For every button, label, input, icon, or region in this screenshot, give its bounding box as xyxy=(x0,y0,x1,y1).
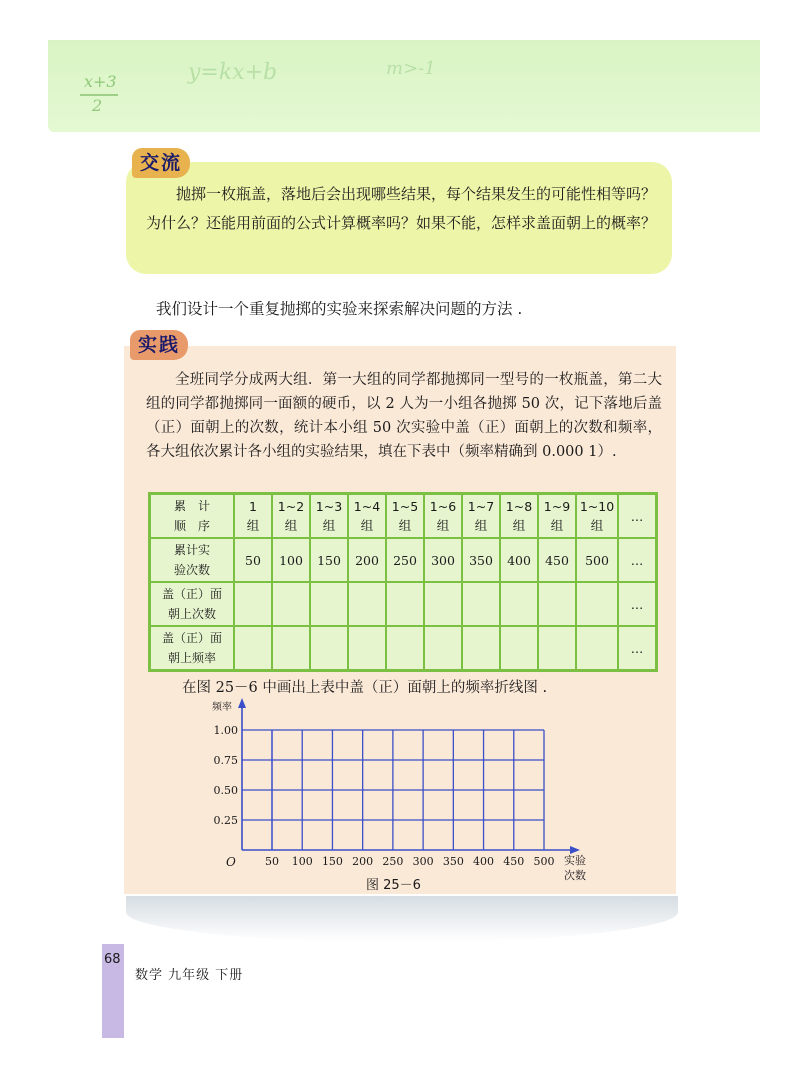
table-ellipsis: … xyxy=(618,494,657,539)
order-top: 1~10 xyxy=(579,499,615,514)
header-formula-inequality: m>-1 xyxy=(386,58,436,79)
table-cell-empty[interactable] xyxy=(538,582,576,626)
order-bottom: 组 xyxy=(512,518,526,533)
intro-text: 我们设计一个重复抛掷的实验来探索解决问题的方法 . xyxy=(156,300,523,318)
table-row-head-line1: 盖（正）面 xyxy=(161,631,222,645)
table-ellipsis: … xyxy=(618,582,657,626)
order-top: 1~3 xyxy=(315,499,343,514)
order-top: 1~4 xyxy=(353,499,381,514)
y-axis-label: 频率 xyxy=(212,702,232,713)
x-tick-label: 250 xyxy=(382,855,404,868)
x-tick-label: 150 xyxy=(321,855,343,868)
table-cell-empty[interactable] xyxy=(310,582,348,626)
y-tick-label: 0.25 xyxy=(213,814,238,827)
x-axis-label-line1: 实验 xyxy=(564,854,586,867)
order-bottom: 组 xyxy=(398,518,412,533)
table-ellipsis: … xyxy=(618,538,657,582)
table-row-head-line2: 朝上频率 xyxy=(167,651,216,665)
table-row-head-line2: 验次数 xyxy=(173,563,210,577)
table-cell-empty[interactable] xyxy=(538,626,576,671)
table-cell-empty[interactable] xyxy=(500,626,538,671)
table-cell: 450 xyxy=(538,538,576,582)
table-cell-empty[interactable] xyxy=(310,626,348,671)
order-bottom: 组 xyxy=(550,518,564,533)
order-top: 1 xyxy=(249,499,257,514)
table-cell-empty[interactable] xyxy=(386,582,424,626)
page-shadow xyxy=(126,896,678,942)
frequency-chart xyxy=(180,696,600,892)
table-cell-empty[interactable] xyxy=(348,626,386,671)
order-bottom: 组 xyxy=(474,518,488,533)
practice-text: 全班同学分成两大组．第一大组的同学都抛掷同一型号的一枚瓶盖，第二大组的同学都抛掷同一面额的硬币，以 2 人为一小组各抛掷 50 次，记下落地后盖（正）面朝上的次数，统计本小组 50 次实验中盖（正）面朝上的次数和频率，各大组依次累计各小组的实验结果，填在下表中（频率精确到 0.000 1）. xyxy=(146,372,662,460)
table-cell-empty[interactable] xyxy=(272,582,310,626)
x-axis-arrow xyxy=(570,846,580,854)
order-bottom: 组 xyxy=(436,518,450,533)
table-cell-empty[interactable] xyxy=(462,626,500,671)
header-formula-linear: y=kx+b xyxy=(188,60,278,85)
order-bottom: 组 xyxy=(360,518,374,533)
chart-instruction: 在图 25－6 中画出上表中盖（正）面朝上的频率折线图 . xyxy=(182,680,548,696)
table-cell: 200 xyxy=(348,538,386,582)
table-cell xyxy=(348,494,386,539)
table-cell-empty[interactable] xyxy=(386,626,424,671)
header-band xyxy=(48,40,760,132)
order-top: 1~5 xyxy=(391,499,419,514)
x-tick-label: 200 xyxy=(352,855,374,868)
table-cell-empty[interactable] xyxy=(234,626,272,671)
exchange-badge: 交流 xyxy=(132,148,190,178)
y-tick-label: 1.00 xyxy=(213,724,238,737)
order-bottom: 组 xyxy=(246,518,260,533)
table-cell xyxy=(272,494,310,539)
table-cell-empty[interactable] xyxy=(234,582,272,626)
table-row-heads-frequency xyxy=(150,626,657,671)
y-tick-label: 0.50 xyxy=(213,784,238,797)
y-tick-label: 0.75 xyxy=(213,754,238,767)
table-cell xyxy=(462,494,500,539)
table-row-head xyxy=(150,494,235,539)
table-row-head xyxy=(150,538,235,582)
page-number: 68 xyxy=(104,952,121,967)
table-row-order xyxy=(150,494,657,539)
x-tick-label: 500 xyxy=(533,855,555,868)
table-cell xyxy=(538,494,576,539)
table-row-head-line1: 累计实 xyxy=(173,543,210,557)
table-cell xyxy=(234,494,272,539)
x-axis-label-line2: 次数 xyxy=(564,869,586,882)
table-cell xyxy=(500,494,538,539)
order-top: 1~9 xyxy=(543,499,571,514)
table-cell-empty[interactable] xyxy=(576,582,618,626)
order-top: 1~2 xyxy=(277,499,305,514)
table-cell: 100 xyxy=(272,538,310,582)
table-row-head xyxy=(150,582,235,626)
table-row-head-line1: 盖（正）面 xyxy=(161,587,222,601)
order-bottom: 组 xyxy=(322,518,336,533)
order-top: 1~7 xyxy=(467,499,495,514)
book-title: 数学 九年级 下册 xyxy=(135,968,244,983)
x-tick-label: 400 xyxy=(473,855,495,868)
table-cell: 50 xyxy=(234,538,272,582)
header-formula-fraction-top: x+3 xyxy=(84,72,117,91)
table-cell xyxy=(424,494,462,539)
table-cell-empty[interactable] xyxy=(500,582,538,626)
table-cell-empty[interactable] xyxy=(424,626,462,671)
order-bottom: 组 xyxy=(284,518,298,533)
table-cell: 250 xyxy=(386,538,424,582)
table-cell-empty[interactable] xyxy=(348,582,386,626)
table-row-head-line2: 顺 序 xyxy=(173,519,210,533)
order-bottom: 组 xyxy=(590,518,604,533)
table-ellipsis: … xyxy=(618,626,657,671)
table-cell-empty[interactable] xyxy=(462,582,500,626)
table-cell xyxy=(576,494,618,539)
table-cell-empty[interactable] xyxy=(576,626,618,671)
table-row-head-line2: 朝上次数 xyxy=(167,607,216,621)
order-top: 1~8 xyxy=(505,499,533,514)
table-cell: 500 xyxy=(576,538,618,582)
table-row-trials xyxy=(150,538,657,582)
table-row-head-line1: 累 计 xyxy=(173,499,210,513)
table-cell xyxy=(310,494,348,539)
figure-caption: 图 25－6 xyxy=(366,878,421,893)
table-row-head xyxy=(150,626,235,671)
table-cell-empty[interactable] xyxy=(272,626,310,671)
x-tick-label: 450 xyxy=(503,855,525,868)
x-tick-label: 350 xyxy=(442,855,464,868)
exchange-text: 抛掷一枚瓶盖，落地后会出现哪些结果，每个结果发生的可能性相等吗？为什么？还能用前面的公式计算概率吗？如果不能，怎样求盖面朝上的概率？ xyxy=(146,185,657,232)
table-cell-empty[interactable] xyxy=(424,582,462,626)
table-row-heads-count xyxy=(150,582,657,626)
table-cell: 400 xyxy=(500,538,538,582)
order-top: 1~6 xyxy=(429,499,457,514)
x-tick-label: 50 xyxy=(265,855,279,868)
origin-label: O xyxy=(226,855,236,869)
x-tick-label: 300 xyxy=(412,855,434,868)
header-formula-fraction-bottom: 2 xyxy=(92,96,103,115)
table-cell: 300 xyxy=(424,538,462,582)
y-axis-arrow xyxy=(238,698,246,708)
table-cell: 350 xyxy=(462,538,500,582)
x-tick-label: 100 xyxy=(291,855,313,868)
practice-badge: 实践 xyxy=(130,330,188,360)
table-cell xyxy=(386,494,424,539)
table-cell: 150 xyxy=(310,538,348,582)
frequency-table xyxy=(148,492,658,672)
